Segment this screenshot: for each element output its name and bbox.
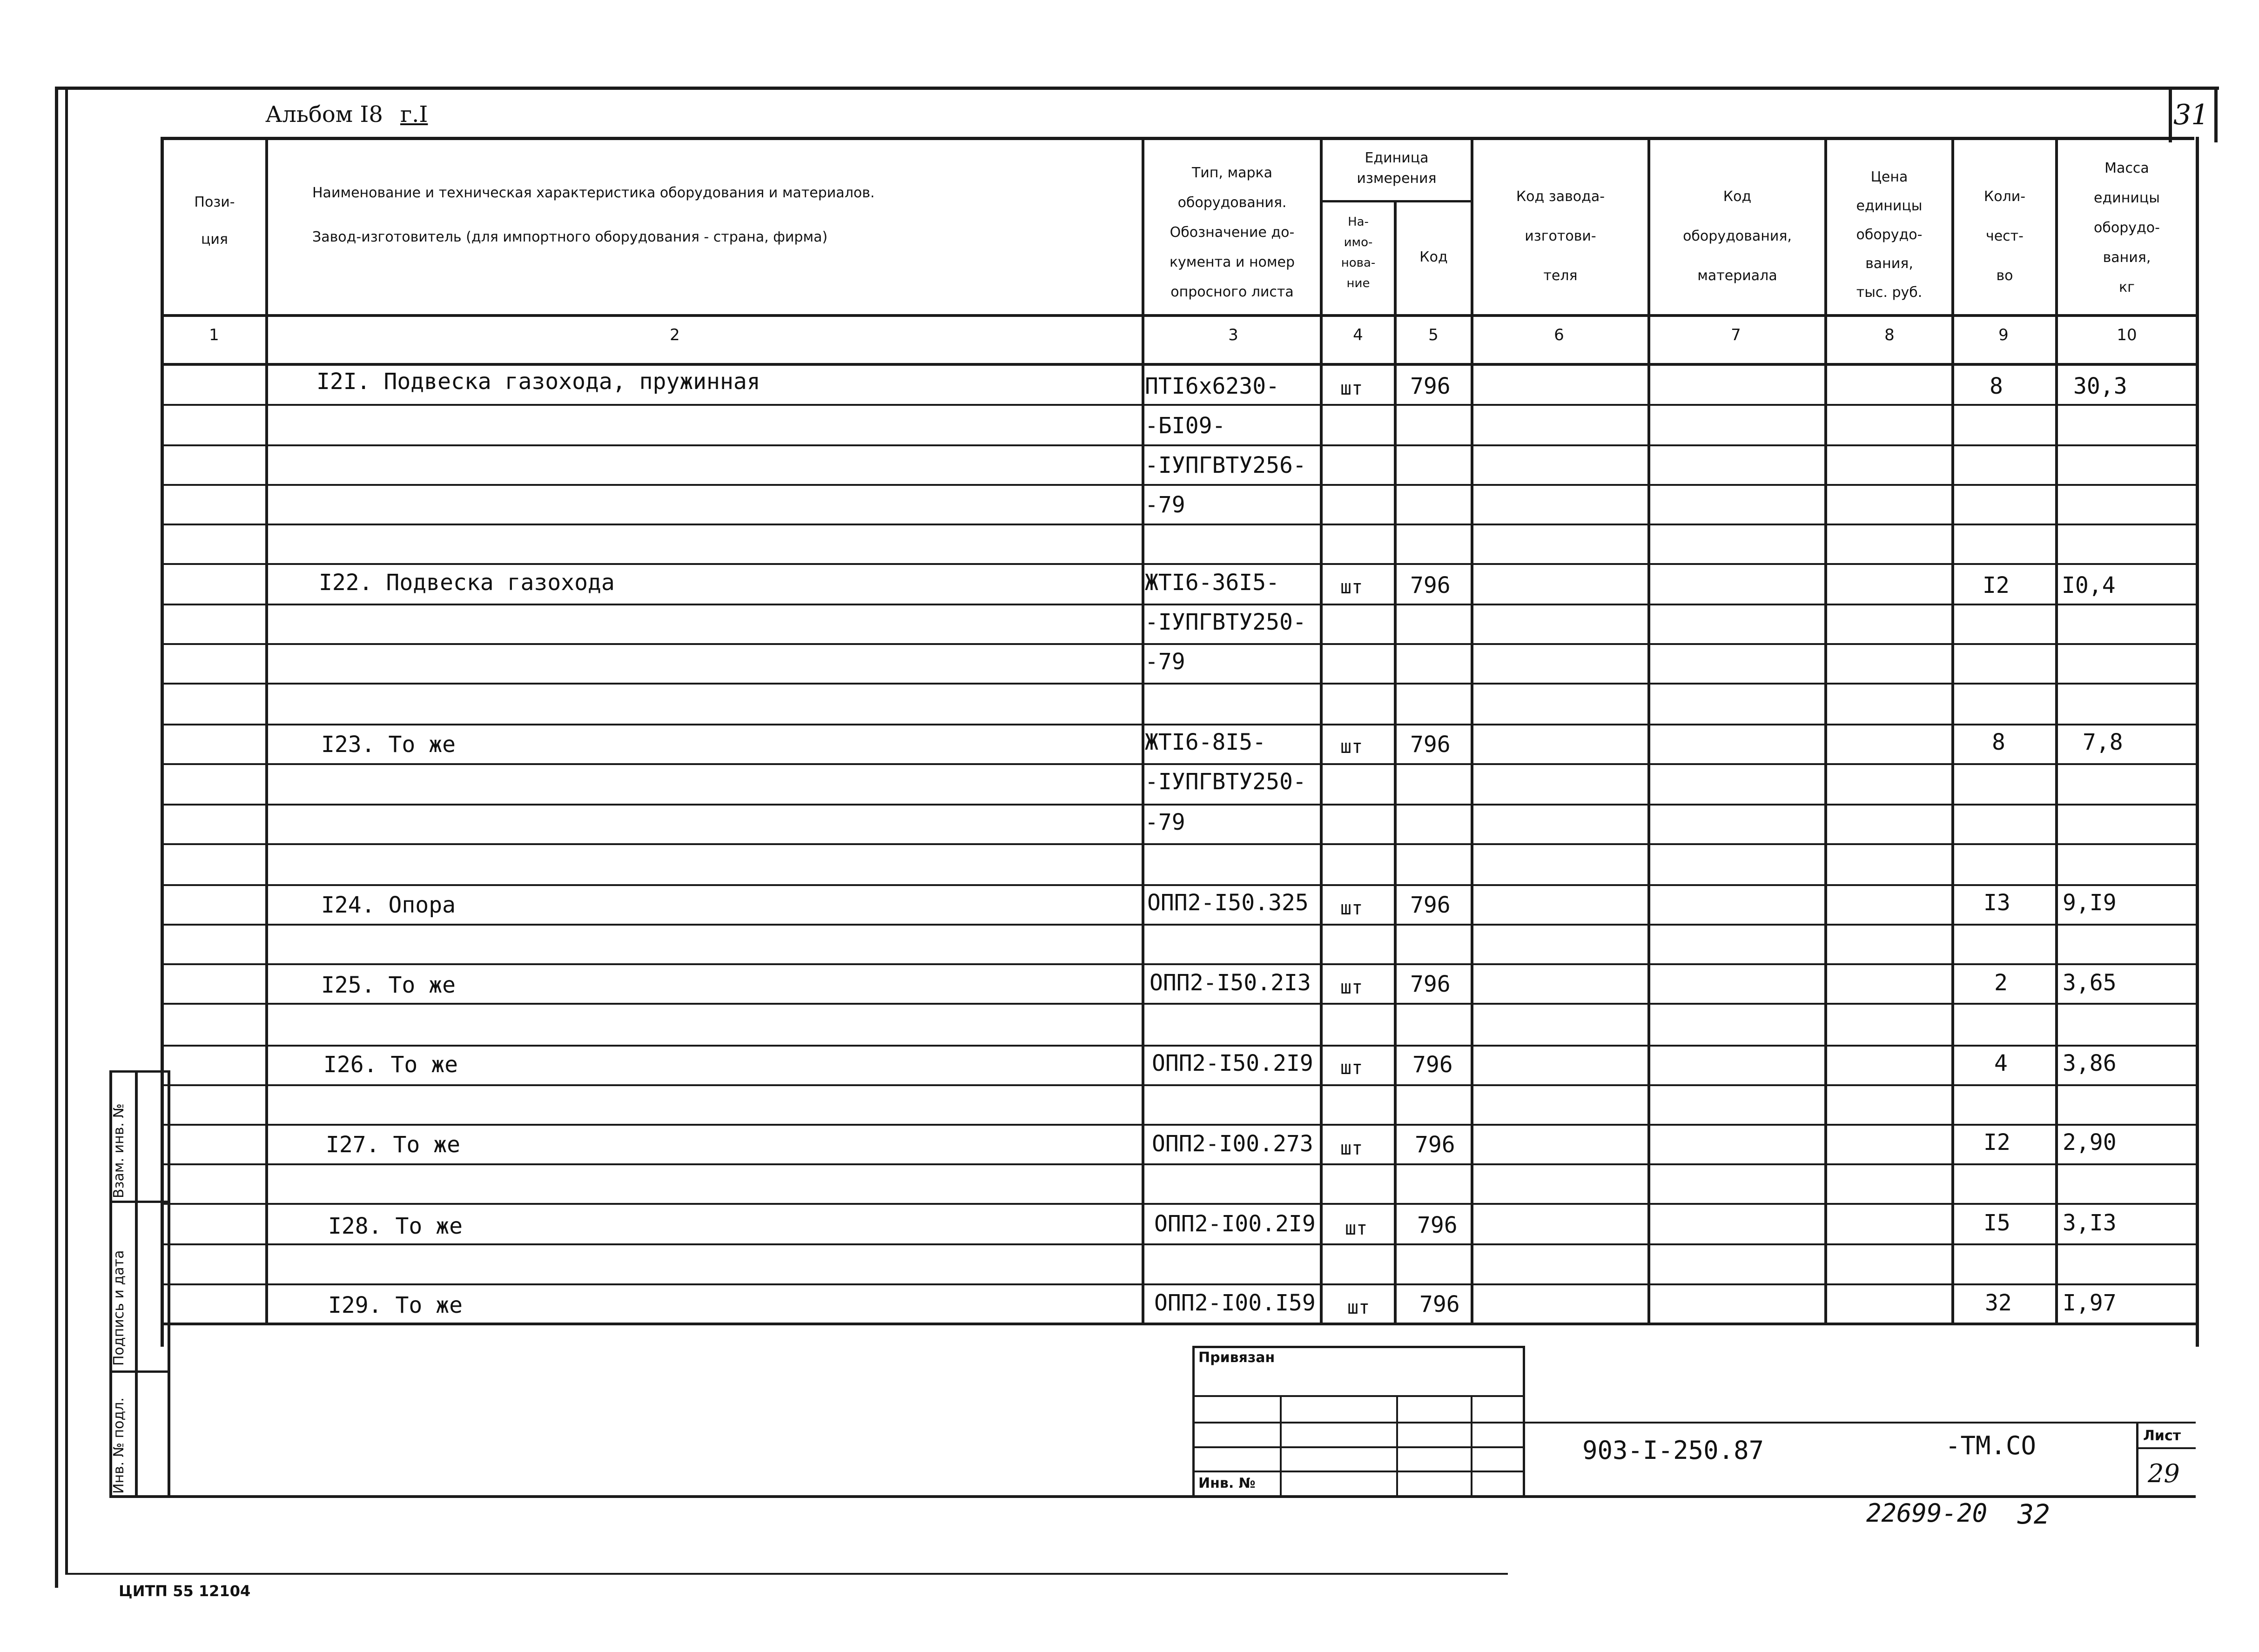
item-type-line: -79 [1145,492,1185,518]
item-code: 796 [1410,373,1451,399]
item-unit: шт [1340,898,1363,919]
item-name: I25. То же [321,972,456,998]
privyazan-label: Привязан [1198,1350,1275,1366]
colnum-10: 10 [2117,326,2137,344]
corner-box-left [2169,87,2172,142]
item-code: 796 [1415,1132,1455,1158]
archive-number: 22699-20 [1866,1498,1988,1528]
sheet-label: Лист [2143,1428,2181,1444]
colnum-5: 5 [1428,326,1439,344]
row-line [161,604,2196,605]
item-type-line: ОПП2-I00.2I9 [1154,1211,1316,1237]
row-line [161,963,2196,965]
colnum-3: 3 [1228,326,1238,344]
item-type-line: ОПП2-I50.2I9 [1152,1050,1313,1076]
side-stamp-line [109,1201,170,1203]
item-unit: шт [1340,577,1363,598]
corner-box-right [2214,87,2218,142]
col-divider-2 [1142,137,1144,1323]
privyazan-row [1192,1395,1525,1397]
item-unit: шт [1347,1297,1370,1318]
colnum-1: 1 [209,326,219,344]
side-stamp-mid [135,1070,138,1496]
col-divider-3 [1320,137,1323,1323]
album-part: г.I [400,101,428,128]
item-unit: шт [1340,977,1363,998]
privyazan-col [1280,1395,1282,1497]
item-mass: 3,86 [2063,1050,2117,1076]
sheet-bottom-line [109,1495,2196,1498]
item-unit: шт [1340,1057,1363,1079]
row-line [161,1283,2196,1285]
col-header-price: Цена единицы оборудо- вания, тыс. руб. [1856,169,1923,301]
item-name: I22. Подвеска газохода [319,570,615,596]
col-divider-8 [1951,137,1954,1323]
row-line [161,444,2196,446]
item-code: 796 [1419,1291,1460,1317]
item-name: I23. То же [321,732,456,758]
item-qty: I5 [1983,1210,2010,1236]
item-name: I28. То же [328,1213,463,1239]
side-stamp-line [109,1370,170,1373]
item-name: I27. То же [326,1132,460,1158]
row-line [161,1124,2196,1126]
item-type-line: -79 [1145,649,1185,675]
item-type-line: ЖТI6-8I5- [1145,729,1266,755]
colnum-9: 9 [1998,326,2009,344]
top-frame-line [55,87,2219,90]
row-line [161,843,2196,845]
colnum-6: 6 [1554,326,1564,344]
privyazan-row [1192,1422,1525,1424]
side-stamp-vzam: Взам. инв. № [111,1103,127,1198]
item-mass: I,97 [2063,1290,2117,1316]
item-type-line: -БI09- [1145,413,1226,439]
privyazan-row [1192,1471,1525,1472]
item-name: I2I. Подвеска газохода, пружинная [316,369,760,395]
col-header-type: Тип, марка оборудования. Обозначение до- кумента и номер опросного листа [1169,165,1295,300]
item-qty: 2 [1994,970,2008,996]
item-type-line: ОПП2-I00.I59 [1154,1290,1316,1316]
privyazan-box-top [1192,1346,1525,1348]
row-line [161,804,2196,806]
item-type-line: -IУПГВТУ250- [1145,609,1306,635]
side-stamp-podpis: Подпись и дата [111,1250,127,1366]
row-line [161,643,2196,645]
row-line [161,524,2196,525]
row-line [161,563,2196,565]
corner-number: 31 [2173,99,2209,131]
row-line [161,484,2196,486]
item-qty: 4 [1994,1050,2008,1076]
item-qty: 32 [1985,1290,2012,1316]
col-header-unit-name: На- имо- нова- ние [1341,215,1376,290]
item-code: 796 [1410,892,1451,918]
item-code: 796 [1410,732,1451,758]
table-bottom-line [161,1323,2196,1325]
privyazan-col [1471,1395,1472,1497]
album-label: Альбом I8 [265,101,383,128]
unit-subheader-line [1320,200,1473,202]
item-type-line: ОПП2-I00.273 [1152,1131,1313,1157]
col-header-qty: Коли- чест- во [1983,188,2026,284]
item-qty: 8 [1990,373,2003,399]
doc-suffix: -ТМ.СО [1945,1431,2037,1460]
row-line [161,884,2196,886]
row-line [161,924,2196,926]
col-divider-9 [2055,137,2058,1323]
item-mass: 30,3 [2073,373,2127,399]
table-top-border [161,137,2194,140]
col-divider-5 [1471,137,1473,1323]
item-type-line: ОПП2-I50.325 [1147,890,1309,916]
item-mass: 3,65 [2063,970,2117,996]
side-stamp-line [109,1070,170,1073]
colnum-8: 8 [1884,326,1895,344]
doc-code: 903-I-250.87 [1582,1436,1764,1465]
item-code: 796 [1410,971,1451,997]
item-type-line: -IУПГВТУ256- [1145,452,1306,478]
privyazan-col [1396,1395,1398,1497]
item-unit: шт [1340,736,1363,758]
row-line [161,1203,2196,1205]
col-header-equip-code: Код оборудования, материала [1683,188,1792,284]
col-header-plant-code: Код завода- изготови- теля [1516,188,1605,284]
item-unit: шт [1340,378,1363,399]
privyazan-row [1192,1446,1525,1448]
colnum-2: 2 [670,326,680,344]
item-qty: I3 [1983,890,2010,916]
sheet-number: 29 [2148,1459,2180,1488]
item-code: 796 [1410,572,1451,598]
item-unit: шт [1340,1138,1363,1159]
col-header-mass: Масса единицы оборудо- вания, кг [2094,160,2160,295]
row-line [161,1163,2196,1165]
title-block-top [1525,1422,2196,1424]
item-type-line: ЖТI6-36I5- [1145,570,1279,596]
col-header-unit-code: Код [1419,249,1448,265]
sheet-box-left [2136,1422,2138,1497]
item-unit: шт [1345,1218,1368,1239]
sheet-box-divider [2136,1447,2196,1449]
item-code: 796 [1412,1052,1453,1078]
item-qty: 8 [1992,729,2005,755]
table-right-border [2196,137,2199,1347]
table-left-border [161,137,164,1347]
colnum-7: 7 [1731,326,1741,344]
item-type-line: ОПП2-I50.2I3 [1150,970,1311,996]
item-name: I26. То же [323,1052,458,1078]
item-qty: I2 [1983,572,2010,598]
col-header-position: Пози- ция [194,194,235,248]
col-divider-1 [265,137,268,1323]
outer-left-line [65,87,68,1575]
col-divider-7 [1824,137,1827,1323]
col-divider-4 [1394,200,1397,1323]
item-mass: 3,I3 [2063,1210,2117,1236]
item-name: I24. Опора [321,892,456,918]
col-header-name: Наименование и техническая характеристика оборудования и материалов. Завод-изготовитель (для импортного оборудования - страна, фирма) [312,185,875,245]
page-frame [55,87,2219,1588]
item-mass: 7,8 [2083,729,2123,755]
col-divider-6 [1647,137,1650,1323]
header-bottom-line [161,314,2196,317]
item-mass: 9,I9 [2063,890,2117,916]
printer-mark: ЦИТП 55 12104 [119,1582,251,1600]
inv-no-label: Инв. № [1198,1475,1256,1491]
item-code: 796 [1417,1212,1458,1238]
item-type-line: -IУПГВТУ250- [1145,769,1306,795]
row-line [161,404,2196,406]
row-line [161,1084,2196,1086]
row-line [161,1045,2196,1047]
lower-frame-line [65,1573,1508,1575]
row-line [161,1003,2196,1005]
side-stamp-right [168,1070,170,1496]
row-line [161,763,2196,765]
col-header-unit: Единица измерения [1357,150,1437,187]
row-line [161,1243,2196,1245]
item-mass: 2,90 [2063,1129,2117,1155]
colnum-4: 4 [1353,326,1363,344]
item-qty: I2 [1983,1129,2010,1155]
item-type-line: -79 [1145,809,1185,835]
row-line [161,683,2196,685]
colnum-bottom-line [161,363,2196,366]
item-mass: I0,4 [2062,572,2116,598]
item-type-line: ПТI6x6230- [1145,373,1279,399]
row-line [161,724,2196,725]
side-stamp-inv: Инв. № подл. [111,1397,127,1494]
archive-page: 32 [2017,1498,2050,1530]
item-name: I29. То же [328,1292,463,1318]
